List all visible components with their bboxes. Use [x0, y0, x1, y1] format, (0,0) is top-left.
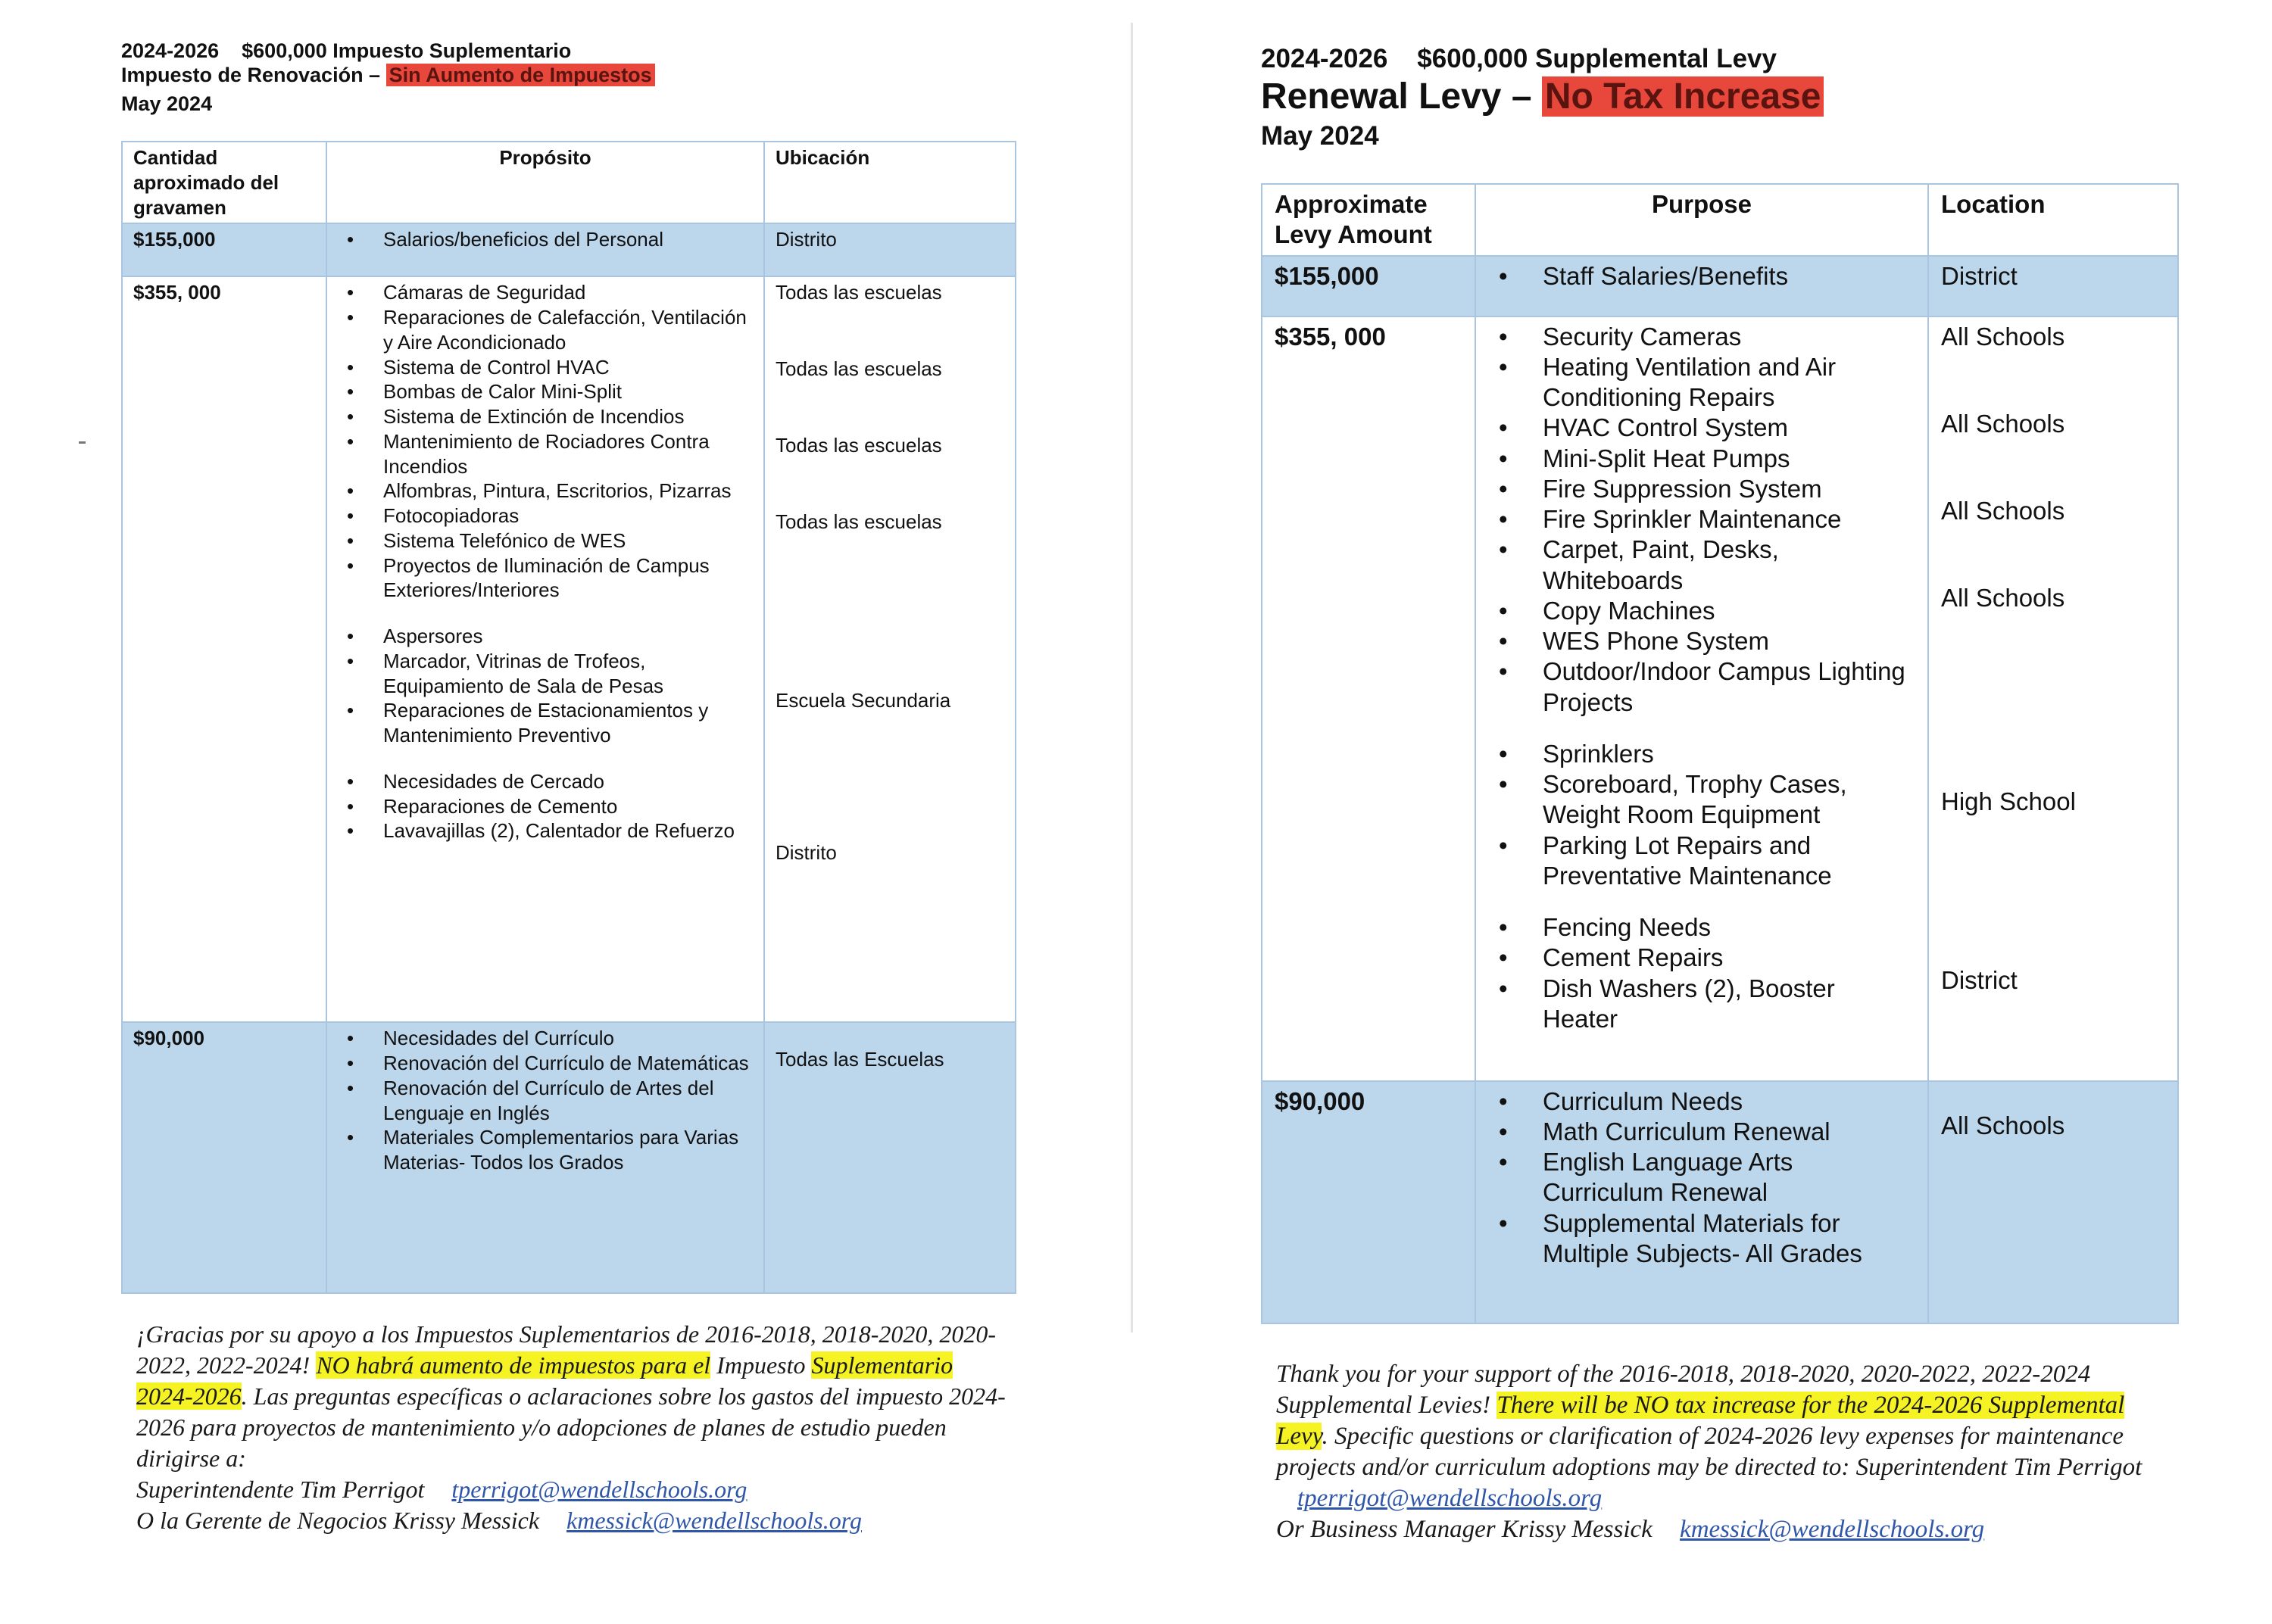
list-item: • Outdoor/Indoor Campus Lighting Projects — [1488, 656, 1915, 718]
list-item: • Staff Salaries/Benefits — [1488, 261, 1915, 291]
list-item: • Renovación del Currículo de Matemáticas — [338, 1051, 753, 1076]
header-location-cell: Ubicación — [764, 142, 1016, 223]
note-text: ¡Gracias por su apoyo a los Impuestos Suplementarios de 2016-2018, 2018-2020, 2020-2022, 2022-2024! — [136, 1320, 997, 1379]
row-purposes — [1475, 1081, 1928, 1323]
list-item: • Curriculum Needs — [1488, 1086, 1915, 1117]
list-item: • English Language Arts Curriculum Renewal — [1488, 1147, 1915, 1208]
header-purpose-cell: Purpose — [1475, 184, 1928, 256]
contact-name: Superintendent Tim Perrigot — [1855, 1454, 2142, 1481]
note-highlight: There will be NO tax increase for the 2024-2026 Supplemental Levy — [1276, 1392, 2125, 1450]
header-title: Renewal Levy – — [1261, 76, 1532, 117]
row-amount: $355, 000 — [122, 276, 326, 1022]
list-item: • Proyectos de Iluminación de Campus Exteriores/Interiores — [338, 553, 753, 603]
location-label: Escuela Secundaria — [776, 689, 951, 712]
list-item: • WES Phone System — [1488, 626, 1915, 656]
location-label: High School — [1941, 787, 2076, 815]
table-row — [1262, 1081, 2178, 1323]
note-text: Impuesto — [716, 1351, 806, 1379]
location-label: Todas las escuelas — [776, 433, 942, 457]
row-purposes — [326, 276, 764, 1022]
row-locations — [764, 276, 1016, 1022]
page-fold-divider — [1131, 23, 1133, 1333]
list-item: • Security Cameras — [1488, 322, 1915, 352]
list-item: • Bombas de Calor Mini-Split — [338, 379, 753, 404]
list-item: • Renovación del Currículo de Artes del Lenguaje en Inglés — [338, 1076, 753, 1126]
location-label: All Schools — [1941, 497, 2065, 525]
row-location — [764, 1022, 1016, 1293]
superintendent-email-link[interactable]: tperrigot@wendellschools.org — [451, 1476, 747, 1503]
list-item: • Scoreboard, Trophy Cases, Weight Room Equipment — [1488, 769, 1915, 831]
superintendent-email-link[interactable]: tperrigot@wendellschools.org — [1297, 1485, 1603, 1512]
row-purposes — [1475, 316, 1928, 1081]
list-item: • Copy Machines — [1488, 596, 1915, 626]
list-item: • Fire Sprinkler Maintenance — [1488, 504, 1915, 535]
list-item: • Salarios/beneficios del Personal — [338, 227, 753, 252]
note-highlight: Suplementario 2024-2026 — [136, 1351, 953, 1410]
row-purposes — [326, 1022, 764, 1293]
list-item: • Alfombras, Pintura, Escritorios, Pizarras — [338, 478, 753, 503]
list-item: • Necesidades del Currículo — [338, 1026, 753, 1051]
header-years: 2024-2026 — [121, 39, 220, 62]
list-item: • Reparaciones de Estacionamientos y Mantenimiento Preventivo — [338, 698, 753, 748]
header-years: 2024-2026 — [1261, 44, 1388, 73]
list-item: • Lavavajillas (2), Calentador de Refuerzo — [338, 818, 753, 843]
list-item: • Cámaras de Seguridad — [338, 280, 753, 305]
table-row — [1262, 256, 2178, 316]
location-label: Distrito — [776, 841, 837, 864]
thank-you-note — [1276, 1359, 2170, 1545]
header-location-cell: Location — [1928, 184, 2178, 256]
list-item: • Mini-Split Heat Pumps — [1488, 444, 1915, 474]
location-label: All Schools — [1941, 322, 2065, 351]
business-manager-email-link[interactable]: kmessick@wendellschools.org — [566, 1507, 862, 1534]
note-text: . Specific questions or clarification of 2024-2026 levy expenses for maintenance projects and/or curriculum adoptions may be directed to: — [1276, 1423, 2124, 1481]
list-item: • Sistema Telefónico de WES — [338, 528, 753, 553]
no-tax-increase-highlight: No Tax Increase — [1542, 76, 1824, 117]
table-row — [122, 223, 1016, 276]
list-item: • Fotocopiadoras — [338, 503, 753, 528]
location-label: Todas las escuelas — [776, 357, 942, 380]
list-item: • Cement Repairs — [1488, 943, 1915, 973]
location-label: All Schools — [1941, 409, 2065, 438]
row-location: Distrito — [764, 223, 1016, 276]
header-purpose-cell: Propósito — [326, 142, 764, 223]
row-amount: $90,000 — [1262, 1081, 1475, 1323]
list-item: • Necesidades de Cercado — [338, 769, 753, 794]
thank-you-note — [136, 1319, 1015, 1536]
header-line-2 — [1261, 76, 1824, 117]
list-item: • HVAC Control System — [1488, 413, 1915, 443]
row-amount: $355, 000 — [1262, 316, 1475, 1081]
header-line-1 — [121, 41, 571, 61]
list-item: • Mantenimiento de Rociadores Contra Incendios — [338, 429, 753, 479]
contact-name: O la Gerente de Negocios Krissy Messick — [136, 1507, 540, 1534]
contact-name: Superintendente Tim Perrigot — [136, 1476, 425, 1503]
scan-mark — [79, 441, 86, 444]
header-line-1 — [1261, 45, 1777, 72]
contact-name: Or Business Manager Krissy Messick — [1276, 1516, 1653, 1543]
location-label: Todas las escuelas — [776, 510, 942, 533]
list-item: • Sprinklers — [1488, 739, 1915, 769]
list-item: • Fire Suppression System — [1488, 474, 1915, 504]
location-label: All Schools — [1941, 584, 2065, 613]
table-row — [122, 276, 1016, 1022]
levy-table — [121, 141, 1016, 1294]
list-item: • Sistema de Control HVAC — [338, 355, 753, 380]
row-amount: $90,000 — [122, 1022, 326, 1293]
location-label: Todas las Escuelas — [776, 1048, 944, 1071]
list-item: • Reparaciones de Calefacción, Ventilación y Aire Acondicionado — [338, 305, 753, 355]
header-amount: $600,000 Supplemental Levy — [1417, 44, 1777, 73]
list-item: • Parking Lot Repairs and Preventative Maintenance — [1488, 831, 1915, 892]
header-date: May 2024 — [121, 92, 213, 115]
levy-table — [1261, 183, 2179, 1324]
row-amount: $155,000 — [122, 223, 326, 276]
list-item: • Supplemental Materials for Multiple Subjects- All Grades — [1488, 1208, 1915, 1270]
header-amount-cell: Approximate Levy Amount — [1262, 184, 1475, 256]
location-label: Todas las escuelas — [776, 281, 942, 304]
list-item: • Reparaciones de Cemento — [338, 794, 753, 819]
location-label: All Schools — [1941, 1111, 2065, 1139]
header-amount: $600,000 Impuesto Suplementario — [242, 39, 572, 62]
header-date: May 2024 — [1261, 121, 1379, 151]
table-row — [1262, 316, 2178, 1081]
row-purposes — [326, 223, 764, 276]
no-tax-increase-highlight: Sin Aumento de Impuestos — [386, 64, 655, 86]
header-title: Impuesto de Renovación – — [121, 64, 381, 86]
row-location: District — [1928, 256, 2178, 316]
list-item: • Sistema de Extinción de Incendios — [338, 404, 753, 429]
list-item: • Dish Washers (2), Booster Heater — [1488, 974, 1915, 1035]
header-line-2 — [121, 65, 655, 86]
row-locations — [1928, 316, 2178, 1081]
list-item: • Materiales Complementarios para Varias Materias- Todos los Grados — [338, 1125, 753, 1175]
note-highlight: NO habrá aumento de impuestos para el — [316, 1351, 711, 1379]
note-text: Thank you for your support of the 2016-2018, 2018-2020, 2020-2022, 2022-2024 Supplemental Levies! — [1276, 1361, 2091, 1419]
row-purposes — [1475, 256, 1928, 316]
location-label: District — [1941, 965, 2018, 994]
list-item: • Math Curriculum Renewal — [1488, 1117, 1915, 1147]
list-item: • Marcador, Vitrinas de Trofeos, Equipamiento de Sala de Pesas — [338, 649, 753, 699]
list-item: • Carpet, Paint, Desks, Whiteboards — [1488, 535, 1915, 596]
table-row — [122, 1022, 1016, 1293]
header-amount-cell: Cantidad aproximado del gravamen — [122, 142, 326, 223]
list-item: • Aspersores — [338, 624, 753, 649]
note-text: . Las preguntas específicas o aclaraciones sobre los gastos del impuesto 2024-2026 para proyectos de mantenimiento y/o adopciones de planes de estudio pueden dirigirse a: — [136, 1382, 1006, 1472]
list-item: • Fencing Needs — [1488, 912, 1915, 943]
business-manager-email-link[interactable]: kmessick@wendellschools.org — [1680, 1516, 1985, 1543]
list-item: • Heating Ventilation and Air Conditioning Repairs — [1488, 352, 1915, 413]
row-amount: $155,000 — [1262, 256, 1475, 316]
row-location — [1928, 1081, 2178, 1323]
